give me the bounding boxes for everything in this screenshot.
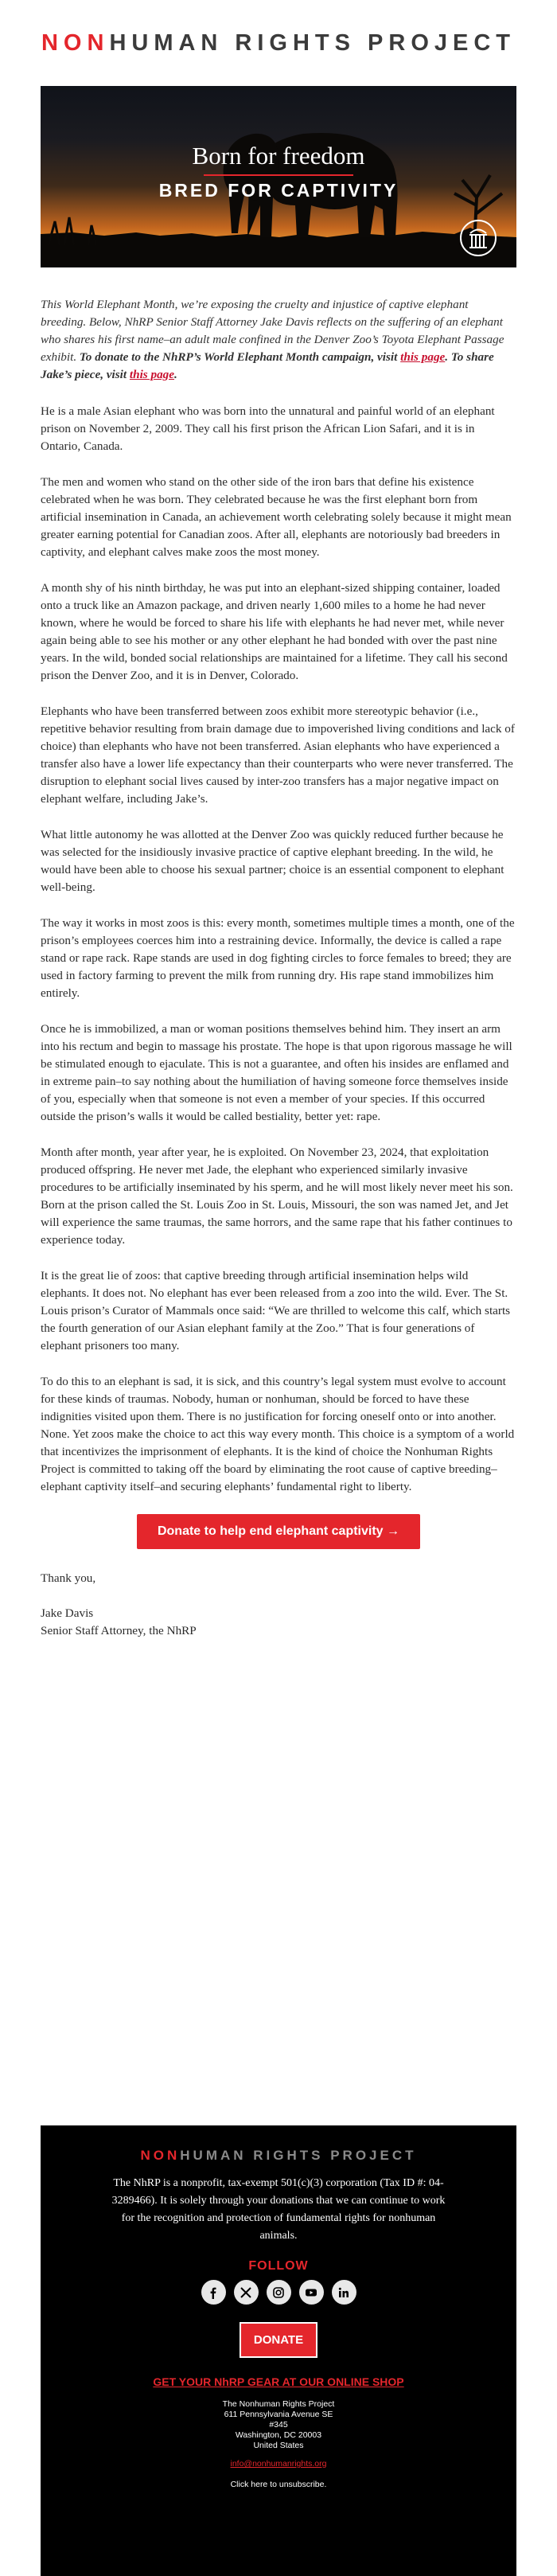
- address-line: 611 Pennsylvania Avenue SE: [224, 2410, 333, 2419]
- footer-brand-logo[interactable]: [41, 2125, 516, 2164]
- intro-text: This World Elephant Month, we’re exposing the cruelty and injustice of captive elephant breeding. Below, NhRP Senior Staff Attorney Jake Davis reflects on the suffering of an elephant who shares his first name–an adult male confined in the Denver Zoo’s Toyota Elephant Passage exhibit.: [41, 298, 504, 364]
- body-paragraph: The way it works in most zoos is this: every month, sometimes multiple times a month, one of the prison’s employees coerces him into a restraining device. Informally, the device is called a rape stand or rape rack. Rape stands are used in dog fighting circles to force females to breed; they are used in factory farming to prevent the milk from running dry. His rape stand immobilizes him entirely.: [41, 916, 515, 1000]
- mailing-address: [41, 2399, 516, 2451]
- intro-share-text: . To share Jake’s piece, visit: [41, 350, 494, 381]
- article-body: [41, 267, 516, 1640]
- address-line: United States: [253, 2441, 304, 2450]
- brand-logo-red: NON: [41, 30, 110, 56]
- brand-logo[interactable]: [0, 0, 557, 86]
- cta-container: [41, 1514, 516, 1549]
- body-paragraph: A month shy of his ninth birthday, he was put into an elephant-sized shipping container, loaded onto a truck like an Amazon package, and driven nearly 1,600 miles to a home he had never known, where he would be forced to share his life with elephants he had never met, while never again being able to see his mother or any other elephant he had bonded with over the past nine years. In the wild, bonded social relationships are maintained for a lifetime. They call his second prison the Denver Zoo, and it is in Denver, Colorado.: [41, 581, 508, 682]
- body-paragraph: He is a male Asian elephant who was born into the unnatural and painful world of an elephant prison on November 2, 2009. They call his first prison the African Lion Safari, and it is in Ontario, Canada.: [41, 404, 495, 453]
- intro-paragraph: [41, 296, 516, 384]
- signoff-thanks: Thank you,: [41, 1571, 96, 1585]
- facebook-icon[interactable]: [201, 2280, 226, 2305]
- signoff-title: Senior Staff Attorney, the NhRP: [41, 1624, 197, 1637]
- nhrp-bars-logo-icon: [460, 220, 497, 256]
- hero-title-underline: [204, 174, 353, 176]
- instagram-icon[interactable]: [267, 2280, 291, 2305]
- body-paragraph: Elephants who have been transferred between zoos exhibit more stereotypic behavior (i.e., repetitive behavior resulting from brain damage due to impoverished living conditions and lack of choice) than elephants who have not been transferred. Asian elephants who have experienced a transfer also have a lower life expectancy than their counterparts who were never transferred. The disruption to elephant social lives caused by inter-zoo transfers has a major negative impact on elephant welfare, including Jake’s.: [41, 704, 515, 806]
- footer-brand-gray: HUMAN RIGHTS PROJECT: [180, 2148, 417, 2163]
- brand-logo-gray: HUMAN RIGHTS PROJECT: [109, 30, 516, 56]
- body-paragraph: The men and women who stand on the other side of the iron bars that define his existence celebrated when he was born. They celebrated because he was the first elephant born from artificial insemination in Canada, an achievement worth celebrating solely because it might mean greater earning potential for Canadian zoos. After all, elephants are notoriously bad breeders in captivity, and elephant calves make zoos the most money.: [41, 475, 512, 559]
- online-shop-link[interactable]: GET YOUR NhRP GEAR AT OUR ONLINE SHOP: [153, 2375, 404, 2388]
- footer-brand-red: NON: [140, 2148, 181, 2163]
- address-line: Washington, DC 20003: [235, 2430, 322, 2440]
- hero-banner[interactable]: [41, 86, 516, 267]
- donate-page-link[interactable]: this page: [400, 350, 446, 364]
- footer: [41, 2125, 516, 2576]
- linkedin-icon[interactable]: [332, 2280, 356, 2305]
- address-line: #345: [269, 2420, 288, 2430]
- hero-title: Born for freedom: [192, 142, 365, 170]
- body-paragraph: Month after month, year after year, he is exploited. On November 23, 2024, that exploitation produced offspring. He never met Jade, the elephant who experienced similarly invasive procedures to be artificially inseminated by his sperm, and he will most likely never meet his son. Born at the prison called the St. Louis Zoo in St. Louis, Missouri, the son was named Jet, and Jet will experience the same traumas, the same horrors, and the same rape that his father continues to experience today.: [41, 1146, 513, 1247]
- contact-email-link[interactable]: info@nonhumanrights.org: [230, 2459, 327, 2469]
- footer-donate-button[interactable]: DONATE: [240, 2322, 317, 2358]
- body-paragraph: To do this to an elephant is sad, it is sick, and this country’s legal system must evolve to account for these kinds of traumas. Nobody, human or nonhuman, should be forced to have these indignities visited upon them. There is no justification for forcing oneself onto or into another. None. Yet zoos make the choice to act this way every month. This choice is a symptom of a world that incentivizes the imprisonment of elephants. It is the kind of choice the Nonhuman Rights Project is committed to taking off the board by eliminating the root cause of captive breeding–elephant captivity itself–and securing elephants’ fundamental right to liberty.: [41, 1375, 515, 1493]
- donate-cta-button[interactable]: Donate to help end elephant captivity →: [137, 1514, 420, 1549]
- follow-heading: FOLLOW: [248, 2259, 309, 2273]
- unsubscribe-link[interactable]: Click here to unsubscribe.: [230, 2480, 327, 2489]
- footer-about-text: The NhRP is a nonprofit, tax-exempt 501(c)(3) corporation (Tax ID #: 04-3289466). It is solely through your donations that we can continue to work for the recognition and protection of fundamental rights for nonhuman animals.: [111, 2177, 446, 2242]
- x-icon[interactable]: [234, 2280, 259, 2305]
- share-page-link[interactable]: this page: [129, 368, 175, 381]
- elephant-silhouette-image: [41, 86, 516, 267]
- intro-donate-text: To donate to the NhRP’s World Elephant Month campaign, visit: [79, 350, 401, 364]
- signoff-name: Jake Davis: [41, 1606, 94, 1620]
- youtube-icon[interactable]: [299, 2280, 324, 2305]
- body-paragraph: Once he is immobilized, a man or woman positions themselves behind him. They insert an arm into his rectum and begin to massage his prostate. The hope is that upon rigorous massage he will be stimulated enough to ejaculate. This is not a guarantee, and often his insides are enflamed and in extreme pain–to say nothing about the humiliation of having someone force themselves inside of you, especially when that someone is not even a member of your species. If this occurred outside the prison’s walls it would be called bestiality, better yet: rape.: [41, 1022, 512, 1123]
- social-links: [41, 2280, 516, 2305]
- address-line: The Nonhuman Rights Project: [222, 2399, 335, 2409]
- hero-subtitle: BRED FOR CAPTIVITY: [158, 180, 399, 201]
- body-paragraph: What little autonomy he was allotted at the Denver Zoo was quickly reduced further because he was selected for the insidiously invasive practice of captive elephant breeding. In the wild, he would have been able to choose his sexual partner; choice is an essential component to elephant well-being.: [41, 828, 504, 894]
- intro-end-text: .: [174, 368, 177, 381]
- body-paragraph: It is the great lie of zoos: that captive breeding through artificial insemination helps wild elephants. It does not. No elephant has ever been released from a zoo into the wild. Ever. The St. Louis prison’s Curator of Mammals once said: “We are thrilled to welcome this calf, which starts the fourth generation of our Asian elephant family at the Zoo.” That is four generations of elephant prisoners too many.: [41, 1269, 511, 1352]
